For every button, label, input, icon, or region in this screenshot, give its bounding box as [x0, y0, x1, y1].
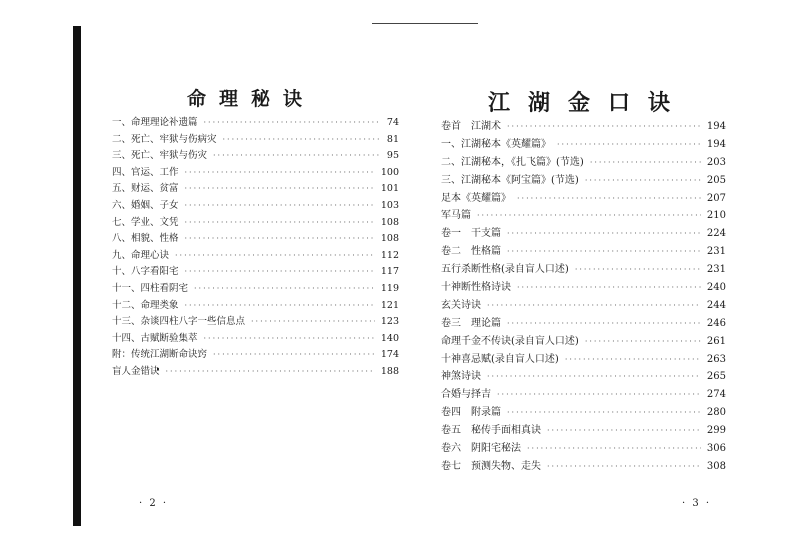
toc-entry: [112, 314, 399, 331]
toc-entry-page-number: 194: [706, 121, 726, 132]
toc-entry-label: 命理千金不传诀(录自盲人口述): [441, 335, 579, 347]
toc-entry: [112, 165, 399, 182]
toc-entry-page-number: 231: [706, 246, 726, 258]
toc-entry-label: 合婚与择吉: [441, 389, 491, 401]
toc-entry-label: 二、江湖秘本，《扎飞篇》(节选): [441, 156, 584, 168]
toc-leader-dots: [585, 172, 701, 190]
toc-leader-dots: [185, 264, 375, 281]
toc-entry: [441, 333, 726, 351]
toc-leader-dots: [585, 333, 701, 351]
toc-leader-dots: [175, 248, 375, 265]
toc-entry-page-number: 121: [380, 299, 399, 311]
toc-leader-dots: [590, 154, 701, 172]
toc-entry: [441, 368, 726, 386]
toc-entry-label: 卷四 附录篇: [441, 407, 501, 419]
toc-leader-dots: [497, 386, 701, 404]
toc-entry-page-number: 174: [380, 349, 399, 361]
toc-entry-label: 卷首 江湖术: [441, 121, 501, 132]
right-page-title: 江湖金口诀: [488, 90, 689, 116]
toc-entry-label: 足本《英耀篇》: [441, 192, 511, 204]
toc-entry-page-number: 205: [706, 174, 726, 186]
toc-entry-page-number: 194: [706, 138, 726, 150]
toc-leader-dots: [194, 281, 375, 298]
toc-entry-page-number: 188: [380, 365, 399, 377]
toc-entry: [112, 148, 399, 165]
left-toc-list: [112, 115, 399, 381]
toc-leader-dots: [507, 118, 701, 136]
toc-entry-label: 玄关诗诀: [441, 299, 481, 311]
toc-entry-page-number: 108: [380, 233, 399, 245]
toc-entry: [441, 422, 726, 440]
toc-leader-dots: [507, 243, 701, 261]
toc-leader-dots: [507, 315, 701, 333]
toc-entry: [112, 331, 399, 348]
toc-entry-label: 三、江湖秘本《阿宝篇》(节选): [441, 174, 579, 186]
toc-entry: [441, 440, 726, 458]
toc-entry: [441, 315, 726, 333]
toc-leader-dots: [517, 279, 701, 297]
toc-leader-dots: [185, 165, 375, 182]
toc-entry: [441, 386, 726, 404]
toc-entry-label: 盲人金错诀: [112, 365, 160, 377]
book-spine-shadow: [73, 26, 81, 526]
toc-entry: [441, 225, 726, 243]
toc-leader-dots: [487, 368, 701, 386]
toc-entry: [441, 207, 726, 225]
toc-entry-label: 三、死亡、牢狱与伤灾: [112, 150, 208, 162]
toc-entry-label: 十一、四柱看阴宅: [112, 282, 189, 294]
toc-entry-page-number: 117: [380, 266, 399, 278]
toc-entry: [441, 297, 726, 315]
toc-leader-dots: [507, 225, 701, 243]
toc-entry-page-number: 119: [380, 282, 399, 294]
toc-leader-dots: [185, 215, 375, 232]
toc-leader-dots: [185, 198, 375, 215]
toc-entry-page-number: 231: [706, 264, 726, 276]
toc-leader-dots: [185, 298, 375, 315]
toc-leader-dots: [575, 261, 701, 279]
toc-leader-dots: [517, 190, 701, 208]
toc-entry-label: 卷三 理论篇: [441, 317, 501, 329]
toc-entry-label: 一、命理理论补遗篇: [112, 117, 198, 128]
toc-entry: [441, 136, 726, 154]
toc-entry-label: 卷七 预测失物、走失: [441, 460, 541, 472]
toc-entry-page-number: 280: [706, 407, 726, 419]
top-rule: [372, 23, 478, 24]
toc-entry: [112, 181, 399, 198]
toc-leader-dots: [527, 440, 701, 458]
toc-entry: [441, 190, 726, 208]
toc-entry-page-number: 246: [706, 317, 726, 329]
toc-leader-dots: [166, 364, 375, 381]
left-page-title: 命理秘诀: [187, 88, 316, 110]
toc-leader-dots: [213, 347, 375, 364]
toc-leader-dots: [204, 115, 381, 132]
toc-entry-label: 卷六 阴阳宅秘法: [441, 443, 521, 455]
toc-entry-page-number: 81: [386, 133, 399, 145]
toc-entry: [112, 198, 399, 215]
toc-entry-page-number: 108: [380, 216, 399, 228]
toc-entry: [441, 154, 726, 172]
toc-leader-dots: [251, 314, 375, 331]
toc-entry-page-number: 140: [380, 332, 399, 344]
toc-entry: [112, 281, 399, 298]
toc-entry: [112, 298, 399, 315]
toc-entry-label: 卷一 干支篇: [441, 228, 501, 240]
right-toc-list: [441, 118, 726, 476]
toc-entry-page-number: 274: [706, 389, 726, 401]
toc-entry-label: 一、江湖秘本《英耀篇》: [441, 138, 551, 150]
toc-entry-label: 十三、杂谈四柱八字一些信息点: [112, 316, 246, 328]
toc-entry-label: 五行杀断性格(录自盲人口述): [441, 264, 569, 276]
toc-entry-page-number: 101: [380, 183, 399, 195]
toc-entry-page-number: 265: [706, 371, 726, 383]
toc-entry-label: 四、官运、工作: [112, 166, 179, 178]
toc-entry-label: 十、八字看阳宅: [112, 266, 179, 278]
toc-entry: [441, 261, 726, 279]
right-page-number: · 3 ·: [682, 498, 712, 509]
toc-leader-dots: [477, 207, 701, 225]
toc-entry-label: 卷五 秘传手面相真诀: [441, 425, 541, 437]
toc-entry-page-number: 95: [386, 150, 399, 162]
toc-entry-page-number: 299: [706, 425, 726, 437]
toc-entry: [441, 172, 726, 190]
toc-entry-label: 六、婚姻、子女: [112, 199, 179, 211]
toc-entry-page-number: 74: [386, 117, 399, 128]
toc-entry-page-number: 263: [706, 353, 726, 365]
toc-entry: [112, 231, 399, 248]
toc-entry-page-number: 244: [706, 299, 726, 311]
toc-entry: [112, 115, 399, 132]
toc-entry-page-number: 112: [380, 249, 399, 261]
toc-entry: [112, 215, 399, 232]
toc-entry-page-number: 100: [380, 166, 399, 178]
toc-entry-page-number: 210: [706, 210, 726, 222]
toc-entry: [441, 351, 726, 369]
toc-leader-dots: [223, 132, 381, 149]
toc-entry: [112, 364, 399, 381]
toc-entry: [441, 279, 726, 297]
toc-leader-dots: [185, 181, 375, 198]
left-page-number: · 2 ·: [139, 498, 169, 509]
toc-entry-label: 二、死亡、牢狱与伤病灾: [112, 133, 217, 145]
toc-leader-dots: [185, 231, 375, 248]
toc-entry: [441, 118, 726, 136]
toc-entry-page-number: 224: [706, 228, 726, 240]
toc-entry-page-number: 103: [380, 199, 399, 211]
toc-leader-dots: [565, 351, 701, 369]
toc-entry-label: 十神断性格诗诀: [441, 282, 511, 294]
toc-entry-label: 七、学业、文凭: [112, 216, 179, 228]
toc-entry-label: 神煞诗诀: [441, 371, 481, 383]
toc-entry-label: 九、命理心诀: [112, 249, 170, 261]
toc-entry: [112, 264, 399, 281]
toc-entry-label: 军马篇: [441, 210, 471, 222]
toc-entry-page-number: 240: [706, 282, 726, 294]
toc-leader-dots: [557, 136, 701, 154]
toc-leader-dots: [204, 331, 375, 348]
toc-entry: [441, 243, 726, 261]
toc-entry-label: 十四、古赋断验集萃: [112, 332, 198, 344]
toc-entry-page-number: 203: [706, 156, 726, 168]
toc-leader-dots: [487, 297, 701, 315]
toc-entry-page-number: 261: [706, 335, 726, 347]
toc-entry-label: 五、财运、贫富: [112, 183, 179, 195]
toc-entry-label: 十二、命理类象: [112, 299, 179, 311]
toc-leader-dots: [547, 422, 701, 440]
toc-entry-page-number: 207: [706, 192, 726, 204]
toc-entry-page-number: 306: [706, 443, 726, 455]
toc-leader-dots: [213, 148, 381, 165]
toc-entry: [112, 248, 399, 265]
toc-entry-label: 八、相貌、性格: [112, 233, 179, 245]
toc-entry: [441, 404, 726, 422]
toc-entry-label: 附：传统江湖断命诀窍: [112, 349, 208, 361]
toc-leader-dots: [547, 458, 701, 476]
toc-entry: [112, 132, 399, 149]
toc-entry-page-number: 123: [380, 316, 399, 328]
toc-entry-label: 卷二 性格篇: [441, 246, 501, 258]
toc-entry: [441, 458, 726, 476]
toc-entry: [112, 347, 399, 364]
toc-leader-dots: [507, 404, 701, 422]
toc-entry-label: 十神喜忌赋(录自盲人口述): [441, 353, 559, 365]
toc-entry-page-number: 308: [706, 460, 726, 472]
